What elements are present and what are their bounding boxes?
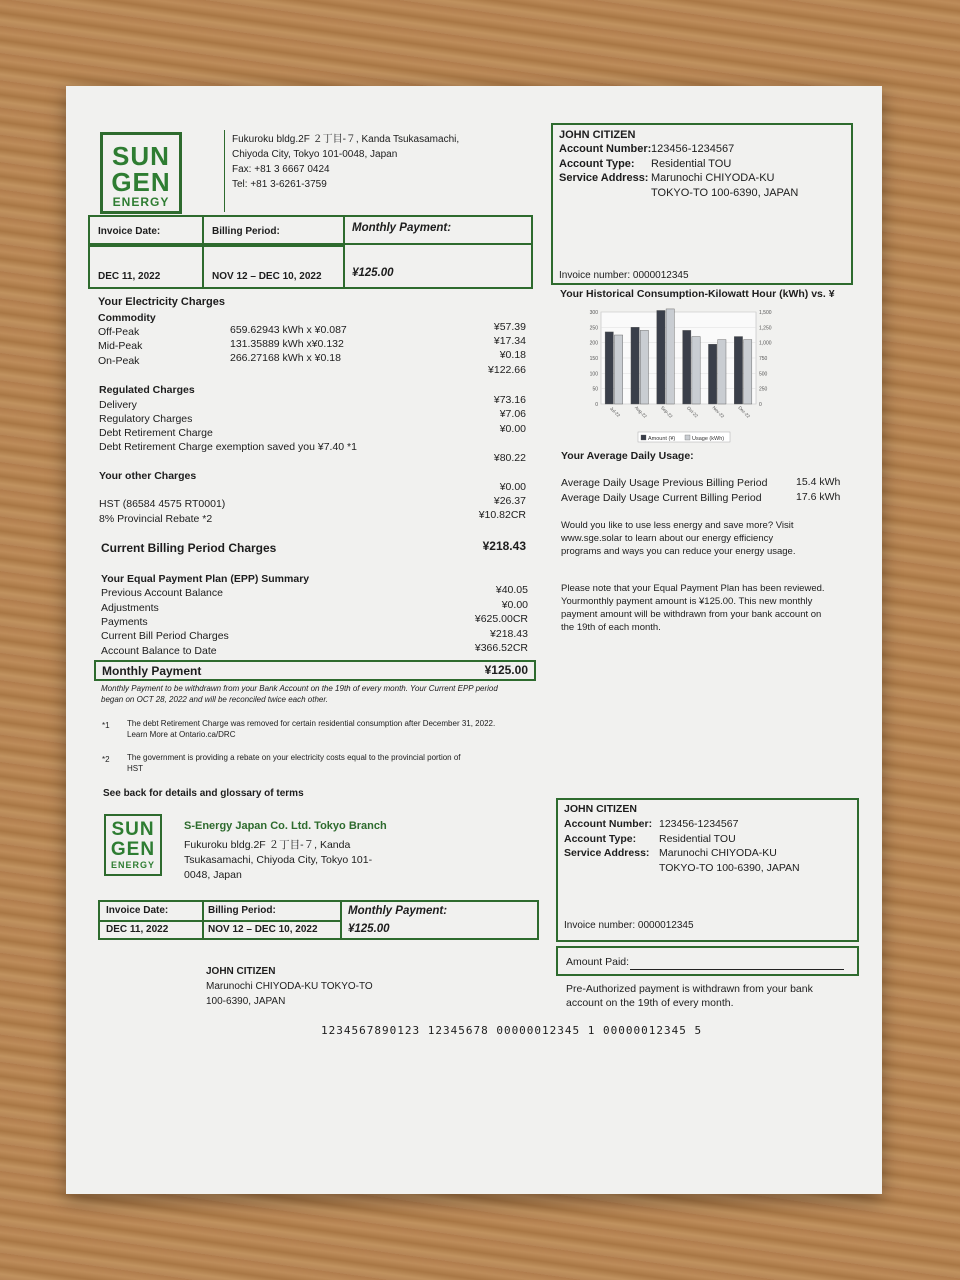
monthly-payment-label: Monthly Payment: — [352, 222, 452, 234]
remit-invoice-date-label: Invoice Date: — [106, 905, 169, 916]
epp-note: Monthly Payment to be withdrawn from your Bank Account on the 19th of every month. Your Current EPP period began on OCT 28, 2022 and will be reconciled twice each other. — [101, 684, 498, 704]
service-address-1: Marunochi CHIYODA-KU — [651, 172, 775, 184]
footnote-2: The government is providing a rebate on your electricity costs equal to the provincial portion of HST — [127, 753, 461, 773]
epp-amount-4: ¥366.52CR — [474, 642, 528, 654]
epp-label-4: Account Balance to Date — [101, 645, 217, 657]
bar-amount — [657, 310, 665, 404]
regulated-amount-0: ¥73.16 — [493, 394, 526, 406]
commodity-title: Commodity — [98, 312, 156, 324]
commodity-usage-1: 131.35889 kWh x¥0.132 — [230, 338, 344, 350]
other-amount-1: ¥10.82CR — [478, 509, 526, 521]
bar-usage — [744, 340, 752, 404]
header-divider — [88, 243, 533, 245]
current-charges-amount: ¥218.43 — [482, 539, 526, 553]
regulated-label-2: Debt Retirement Charge — [99, 427, 213, 439]
monthly-payment-value: ¥125.00 — [352, 267, 394, 279]
remit-account-name: JOHN CITIZEN — [564, 803, 637, 815]
x-tick-label: Aug-22 — [633, 405, 648, 419]
remit-invoice-date: DEC 11, 2022 — [106, 924, 169, 935]
y2-tick-label: 250 — [759, 386, 768, 393]
y-tick-label: 0 — [595, 402, 598, 408]
promo-text: Would you like to use less energy and save more? Visit www.sge.solar to learn about our energy efficiency programs and ways you can reduce your energy usage. — [561, 520, 796, 557]
account-name: JOHN CITIZEN — [559, 129, 636, 141]
y-tick-label: 150 — [589, 356, 598, 362]
y-tick-label: 200 — [589, 340, 598, 347]
bar-usage — [718, 340, 726, 404]
y2-tick-label: 750 — [759, 356, 768, 362]
other-label-1: 8% Provincial Rebate *2 — [99, 513, 213, 525]
x-tick-label: Oct-22 — [685, 405, 700, 419]
regulated-title: Regulated Charges — [99, 384, 195, 396]
other-label-0: HST (86584 4575 RT0001) — [99, 498, 226, 510]
regulated-label-1: Regulatory Charges — [99, 413, 193, 425]
epp-amount-0: ¥40.05 — [495, 584, 528, 596]
y-tick-label: 100 — [589, 371, 598, 378]
account-type: Residential TOU — [651, 157, 732, 170]
chart-title: Your Historical Consumption-Kilowatt Hour (kWh) vs. ¥ — [560, 288, 835, 300]
y-tick-label: 50 — [592, 386, 598, 393]
remit-monthly-payment: ¥125.00 — [348, 923, 390, 935]
regulated-amount-1: ¥7.06 — [499, 408, 526, 420]
other-title: Your other Charges — [99, 470, 197, 482]
payment-barcode-line: 1234567890123 12345678 00000012345 1 00000012345 5 — [321, 1024, 703, 1037]
monthly-payment-box-amount: ¥125.00 — [484, 663, 528, 677]
epp-label-2: Payments — [101, 616, 148, 628]
epp-label-3: Current Bill Period Charges — [101, 630, 229, 642]
account-type-label: Account Type: — [559, 157, 635, 170]
remit-account-number: 123456-1234567 — [659, 818, 739, 830]
account-number: 123456-1234567 — [651, 143, 735, 155]
legend-label: Usage (kWh) — [692, 436, 725, 442]
bar-amount — [683, 330, 691, 404]
regulated-label-0: Delivery — [99, 399, 137, 411]
y2-tick-label: 1,500 — [759, 310, 772, 316]
footnote-2-mark: *2 — [102, 755, 110, 764]
remit-service-address-2: TOKYO-TO 100-6390, JAPAN — [659, 861, 800, 874]
usage-prev-label: Average Daily Usage Previous Billing Period — [561, 477, 768, 489]
remit-billing-period-label: Billing Period: — [208, 905, 276, 916]
remit-invoice-number: Invoice number: 0000012345 — [564, 920, 694, 931]
amount-paid-box[interactable] — [556, 946, 859, 976]
legend-label: Amount (¥) — [648, 436, 676, 442]
commodity-label-1: Mid-Peak — [98, 340, 143, 352]
remit-service-address-1: Marunochi CHIYODA-KU — [659, 847, 777, 859]
usage-title: Your Average Daily Usage: — [561, 450, 694, 462]
epp-amount-1: ¥0.00 — [501, 599, 528, 611]
amount-paid-label: Amount Paid: — [566, 956, 630, 968]
epp-title: Your Equal Payment Plan (EPP) Summary — [101, 573, 310, 585]
regulated-amount-2: ¥0.00 — [499, 423, 526, 435]
bar-amount — [708, 344, 716, 404]
billing-period-value: NOV 12 – DEC 10, 2022 — [212, 271, 322, 282]
regulated-total: ¥80.22 — [493, 452, 526, 464]
remit-service-address-label: Service Address: — [564, 847, 650, 859]
current-charges-label: Current Billing Period Charges — [101, 541, 277, 555]
legend-swatch — [641, 435, 646, 440]
y-tick-label: 250 — [589, 325, 598, 332]
company-logo-bottom: SUN GEN ENERGY — [104, 814, 162, 876]
footnote-1-mark: *1 — [102, 721, 110, 730]
remit-account-box — [556, 798, 859, 942]
exemption-note: Debt Retirement Charge exemption saved you ¥7.40 *1 — [99, 441, 357, 453]
branch-name: S-Energy Japan Co. Ltd. Tokyo Branch — [184, 820, 387, 832]
other-blank-amount: ¥0.00 — [499, 481, 526, 493]
service-address-label: Service Address: — [559, 172, 649, 184]
legend-swatch — [685, 435, 690, 440]
y2-tick-label: 1,000 — [759, 340, 772, 347]
remit-billing-period: NOV 12 – DEC 10, 2022 — [208, 924, 318, 935]
preauth-note: Pre-Authorized payment is withdrawn from your bank account on the 19th of every month. — [566, 983, 813, 1009]
remit-header-box — [98, 900, 539, 940]
epp-review-note: Please note that your Equal Payment Plan has been reviewed. Yourmonthly payment amount is ¥125.00. This new monthly payment amount will be withdrawn from your bank account on the 19th of each month. — [561, 583, 825, 633]
epp-label-0: Previous Account Balance — [101, 587, 223, 599]
bar-usage — [692, 337, 700, 404]
remit-account-type: Residential TOU — [659, 832, 736, 845]
x-tick-label: Sep-22 — [659, 405, 674, 419]
see-back-note: See back for details and glossary of terms — [103, 788, 304, 799]
x-tick-label: Nov-22 — [711, 405, 726, 419]
company-address: Fukuroku bldg.2F ２丁目-７, Kanda Tsukasamachi, Chiyoda City, Tokyo 101-0048, Japan Fax: +81 3 6667 0424 Tel: +81 3-6261-3759 — [232, 134, 460, 190]
commodity-total: ¥122.66 — [488, 364, 526, 376]
account-number-label: Account Number: — [559, 143, 652, 155]
consumption-chart — [576, 304, 796, 449]
remit-account-number-label: Account Number: — [564, 818, 653, 830]
account-box — [551, 123, 853, 285]
y2-tick-label: 0 — [759, 402, 762, 408]
y2-tick-label: 1,250 — [759, 325, 772, 332]
remit-monthly-payment-label: Monthly Payment: — [348, 905, 448, 917]
commodity-usage-0: 659.62943 kWh x ¥0.087 — [230, 324, 347, 336]
x-tick-label: Dec-22 — [737, 405, 752, 419]
x-tick-label: Jul-22 — [608, 405, 622, 419]
bar-usage — [614, 335, 622, 404]
commodity-amount-1: ¥17.34 — [493, 335, 526, 347]
commodity-amount-2: ¥0.18 — [499, 349, 526, 361]
mailing-address: JOHN CITIZEN Marunochi CHIYODA-KU TOKYO-TO 100-6390, JAPAN — [206, 966, 373, 1007]
epp-label-1: Adjustments — [101, 602, 159, 614]
remit-account-type-label: Account Type: — [564, 832, 637, 845]
commodity-usage-2: 266.27168 kWh x ¥0.18 — [230, 352, 341, 364]
amount-paid-line[interactable] — [630, 969, 844, 970]
invoice-header-box — [88, 215, 533, 289]
bar-amount — [605, 332, 613, 404]
invoice-page — [66, 86, 882, 1194]
bar-usage — [666, 309, 674, 404]
invoice-date-value: DEC 11, 2022 — [98, 271, 161, 282]
charges-title: Your Electricity Charges — [98, 296, 225, 308]
bar-usage — [640, 330, 648, 404]
logo-divider — [224, 130, 225, 212]
footnote-1: The debt Retirement Charge was removed for certain residential consumption after December 31, 2022. Learn More at Ontario.ca/DRC — [127, 719, 496, 739]
monthly-payment-box — [94, 660, 536, 681]
y-tick-label: 300 — [589, 310, 598, 316]
invoice-date-label: Invoice Date: — [98, 226, 161, 237]
bar-amount — [631, 327, 639, 404]
billing-period-label: Billing Period: — [212, 226, 280, 237]
epp-amount-3: ¥218.43 — [490, 628, 528, 640]
bar-amount — [734, 337, 742, 404]
service-address-2: TOKYO-TO 100-6390, JAPAN — [651, 186, 799, 199]
usage-curr-label: Average Daily Usage Current Billing Period — [561, 492, 762, 504]
y2-tick-label: 500 — [759, 371, 768, 378]
commodity-amount-0: ¥57.39 — [493, 321, 526, 333]
usage-curr-value: 17.6 kWh — [796, 491, 841, 503]
commodity-label-2: On-Peak — [98, 355, 140, 367]
branch-address: Fukuroku bldg.2F ２丁目-７, Kanda Tsukasamachi, Chiyoda City, Tokyo 101- 0048, Japan — [184, 839, 373, 881]
company-logo: SUN GEN ENERGY — [100, 132, 182, 214]
monthly-payment-box-label: Monthly Payment — [102, 664, 202, 678]
epp-amount-2: ¥625.00CR — [474, 613, 528, 625]
commodity-label-0: Off-Peak — [98, 326, 140, 338]
invoice-number: Invoice number: 0000012345 — [559, 270, 689, 281]
usage-prev-value: 15.4 kWh — [796, 476, 841, 488]
other-amount-0: ¥26.37 — [493, 495, 526, 507]
